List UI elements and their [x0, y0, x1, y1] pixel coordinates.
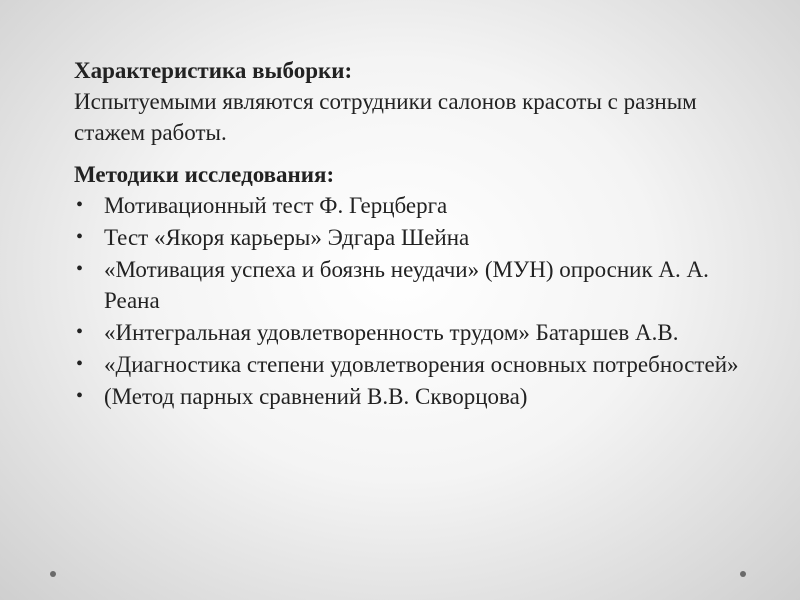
methods-list-item	[74, 317, 754, 348]
methods-list-item	[74, 349, 754, 380]
sample-description: Испытуемыми являются сотрудники салонов красоты с разным стажем работы.	[74, 89, 697, 145]
bullet-icon: •	[76, 321, 84, 343]
method-text: Тест «Якоря карьеры» Эдгара Шейна	[104, 225, 470, 250]
method-text: (Метод парных сравнений В.В. Скворцова)	[104, 384, 528, 409]
bullet-icon: •	[76, 385, 84, 407]
methods-list	[74, 190, 754, 412]
method-text: «Диагностика степени удовлетворения основных потребностей»	[104, 352, 739, 377]
bullet-icon: •	[76, 194, 84, 216]
methods-list-item	[74, 381, 754, 412]
slide-content	[74, 56, 754, 413]
bullet-icon: •	[76, 226, 84, 248]
method-text: Мотивационный тест Ф. Герцберга	[104, 193, 448, 218]
methods-list-item	[74, 222, 754, 253]
decorative-dot-icon	[740, 571, 746, 577]
methods-list-item	[74, 254, 754, 316]
sample-heading: Характеристика выборки:	[74, 58, 353, 83]
methods-heading: Методики исследования:	[74, 162, 335, 187]
methods-list-item	[74, 190, 754, 221]
method-text: «Мотивация успеха и боязнь неудачи» (МУН) опросник А. А. Реана	[104, 257, 709, 313]
bullet-icon: •	[76, 258, 84, 280]
bullet-icon: •	[76, 353, 84, 375]
decorative-dot-icon	[50, 571, 56, 577]
method-text: «Интегральная удовлетворенность трудом» Батаршев А.В.	[104, 320, 679, 345]
